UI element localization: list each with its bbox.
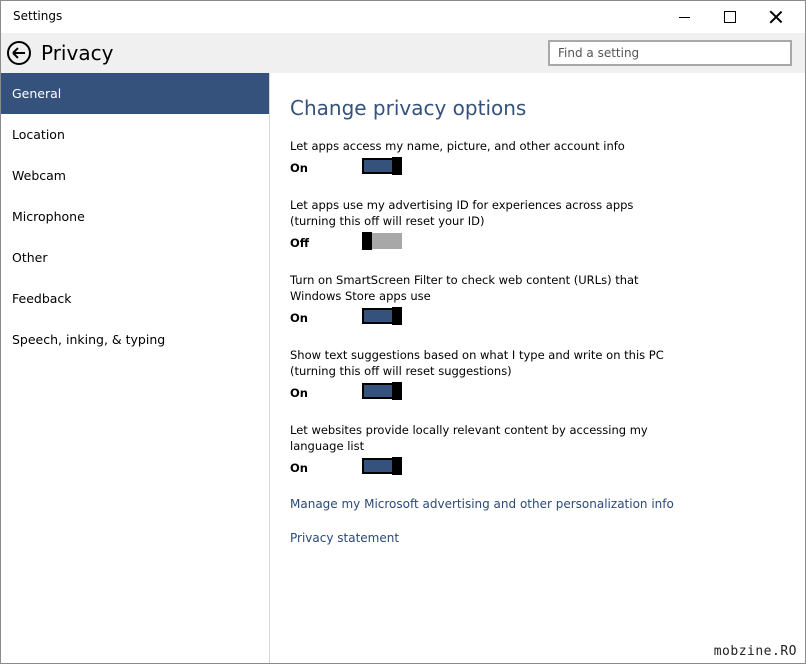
back-button[interactable] <box>7 41 31 65</box>
toggle-row <box>290 383 670 407</box>
setting-text-suggestions <box>290 347 670 407</box>
sidebar-item-microphone[interactable]: Microphone <box>12 209 85 224</box>
main-content <box>270 73 805 663</box>
toggle-state-label: On <box>290 311 308 325</box>
setting-description: Turn on SmartScreen Filter to check web content (URLs) that Windows Store apps use <box>290 273 639 303</box>
sidebar-item-location[interactable]: Location <box>12 127 65 142</box>
close-button[interactable] <box>753 1 799 33</box>
setting-advertising-id <box>290 197 670 257</box>
close-icon <box>769 10 783 24</box>
setting-description: Show text suggestions based on what I type and write on this PC (turning this off will reset suggestions) <box>290 348 664 378</box>
title-bar[interactable] <box>1 1 805 33</box>
sidebar-item-speech-inking-typing[interactable]: Speech, inking, & typing <box>12 332 166 347</box>
minimize-icon <box>679 17 690 18</box>
manage-advertising-link[interactable]: Manage my Microsoft advertising and other personalization info <box>290 497 674 511</box>
text-suggestions-toggle[interactable] <box>362 383 402 399</box>
toggle-state-label: On <box>290 386 308 400</box>
language-list-toggle[interactable] <box>362 458 402 474</box>
maximize-button[interactable] <box>707 1 753 33</box>
minimize-button[interactable] <box>661 1 707 33</box>
back-arrow-icon <box>13 48 25 58</box>
privacy-statement-link[interactable]: Privacy statement <box>290 531 400 545</box>
setting-account-info <box>290 138 670 182</box>
smartscreen-toggle[interactable] <box>362 308 402 324</box>
sidebar-item-webcam[interactable]: Webcam <box>12 168 66 183</box>
setting-description: Let apps use my advertising ID for experiences across apps (turning this off will reset your ID) <box>290 198 634 228</box>
toggle-row <box>290 158 670 182</box>
setting-description: Let websites provide locally relevant content by accessing my language list <box>290 423 648 453</box>
account-info-toggle[interactable] <box>362 158 402 174</box>
setting-smartscreen <box>290 272 670 332</box>
sidebar-item-feedback[interactable]: Feedback <box>12 291 72 306</box>
setting-description: Let apps access my name, picture, and other account info <box>290 139 625 153</box>
setting-language-list <box>290 422 670 482</box>
toggle-row <box>290 233 670 257</box>
sidebar <box>1 73 270 663</box>
window-title: Settings <box>13 9 63 23</box>
toggle-state-label: On <box>290 461 308 475</box>
watermark: mobzine.RO <box>713 644 797 659</box>
section-title: Change privacy options <box>290 96 527 120</box>
toggle-row <box>290 308 670 332</box>
maximize-icon <box>724 11 736 23</box>
toggle-state-label: On <box>290 161 308 175</box>
toggle-state-label: Off <box>290 236 310 250</box>
sidebar-item-other[interactable]: Other <box>12 250 48 265</box>
search-input[interactable] <box>548 40 792 66</box>
toggle-row <box>290 458 670 482</box>
page-title: Privacy <box>41 41 114 65</box>
page-header <box>1 33 805 73</box>
advertising-id-toggle[interactable] <box>362 233 402 249</box>
sidebar-item-general[interactable]: General <box>1 73 269 114</box>
